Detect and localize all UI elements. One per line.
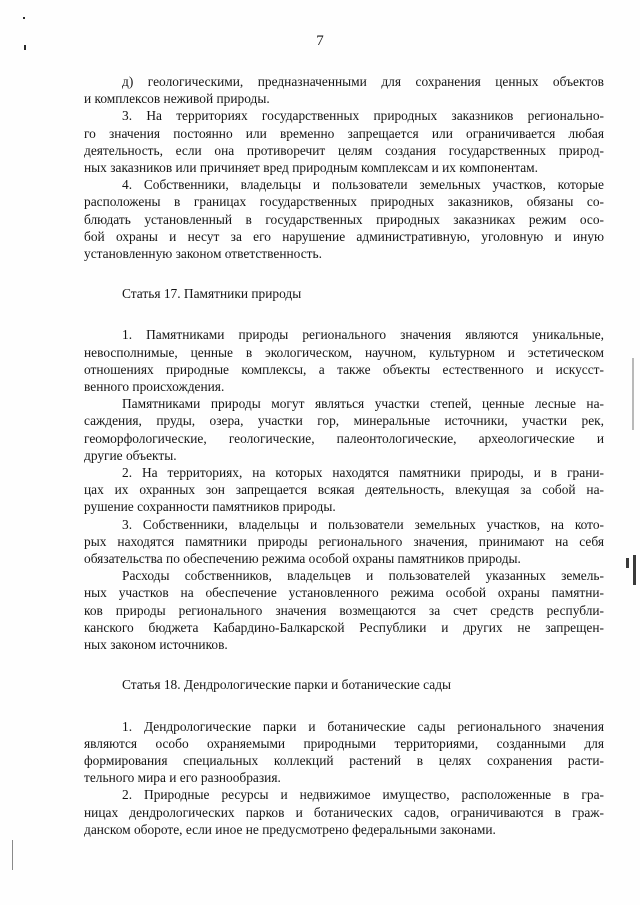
scan-speck xyxy=(23,17,25,19)
paragraph xyxy=(84,73,604,107)
text-line: тельного мира и его разнообразия. xyxy=(84,770,281,786)
text-line: рушение сохранности памятников природы. xyxy=(84,499,336,515)
paragraph xyxy=(84,516,604,568)
text-line: другие объекты. xyxy=(84,447,177,463)
text-line: ницах дендрологических парков и ботанических садов, ограничиваются в граж- xyxy=(84,804,604,820)
text-line: являются особо охраняемыми природными территориями, созданными для xyxy=(84,735,604,751)
scan-edge-mark xyxy=(12,840,13,870)
section-spacer xyxy=(84,653,604,676)
article-heading: Статья 17. Памятники природы xyxy=(122,286,302,302)
paragraph xyxy=(84,176,604,262)
text-line: 1. Памятниками природы регионального значения являются уникальные, xyxy=(122,327,604,343)
text-line: блюдать установленный в государственных природных заказниках режим осо- xyxy=(84,211,604,227)
text-line: ных законом источников. xyxy=(84,637,228,653)
text-line: цах их охранных зон запрещается всякая деятельность, влекущая за собой на- xyxy=(84,482,604,498)
scan-speck xyxy=(24,45,26,50)
text-line: установленную законом ответственность. xyxy=(84,246,322,262)
text-line: рых находятся памятники природы регионального значения, принимают на себя xyxy=(84,533,604,549)
text-line: канского бюджета Кабардино-Балкарской Республики и других не запрещен- xyxy=(84,619,604,635)
text-line: ных участков на обеспечение установленного режима особой охраны памятни- xyxy=(84,585,604,601)
text-line: го значения постоянно или временно запрещается или ограничивается любая xyxy=(84,125,604,141)
text-line: данском обороте, если иное не предусмотрено федеральными законами. xyxy=(84,821,496,837)
text-line: и комплексов неживой природы. xyxy=(84,91,270,107)
scan-edge-mark xyxy=(633,555,636,585)
text-line: деятельность, если она противоречит целям создания государственных природ- xyxy=(84,142,604,158)
text-line: бой охраны и несут за его нарушение административную, уголовную и иную xyxy=(84,228,604,244)
paragraph xyxy=(84,464,604,516)
paragraph xyxy=(84,786,604,838)
section-spacer xyxy=(84,302,604,326)
article-heading: Статья 18. Дендрологические парки и ботанические сады xyxy=(122,677,452,693)
section-spacer xyxy=(84,262,604,285)
text-line: обязательства по обеспечению режима особой охраны памятников природы. xyxy=(84,551,521,567)
document-body xyxy=(84,73,604,838)
text-line: отношениях природные комплексы, а также объекты естественного и искусст- xyxy=(84,361,604,377)
paragraph xyxy=(84,718,604,787)
text-line: 3. На территориях государственных природных заказников регионально- xyxy=(122,108,604,124)
text-line: Памятниками природы могут являться участки степей, ценные лесные на- xyxy=(122,396,604,412)
text-line: 2. На территориях, на которых находятся памятники природы, и в грани- xyxy=(122,465,604,481)
text-line: геоморфологические, геологические, палеонтологические, археологические и xyxy=(84,430,604,446)
text-line: расположены в границах государственных природных заказников, обязаны со- xyxy=(84,194,604,210)
text-line: венного происхождения. xyxy=(84,379,225,395)
section-spacer xyxy=(84,694,604,718)
text-line: д) геологическими, предназначенными для сохранения ценных объектов xyxy=(122,74,604,89)
text-line: 3. Собственники, владельцы и пользователи земельных участков, на кото- xyxy=(122,516,604,532)
scan-edge-mark xyxy=(626,558,629,568)
text-line: 1. Дендрологические парки и ботанические сады регионального значения xyxy=(122,718,604,734)
paragraph xyxy=(84,567,604,653)
page-number: 7 xyxy=(316,33,324,49)
paragraph xyxy=(84,395,604,464)
text-line: ков природы регионального значения возмещаются за счет средств республи- xyxy=(84,602,604,618)
text-line: Расходы собственников, владельцев и пользователей указанных земель- xyxy=(122,568,604,584)
paragraph xyxy=(84,326,604,395)
scan-edge-mark xyxy=(632,358,634,430)
text-line: 2. Природные ресурсы и недвижимое имущество, расположенные в гра- xyxy=(122,787,604,803)
text-line: невосполнимые, ценные в экологическом, научном, культурном и эстетическом xyxy=(84,344,604,360)
paragraph xyxy=(84,107,604,176)
text-line: ных заказников или причиняет вред природным комплексам и их компонентам. xyxy=(84,160,538,176)
text-line: формирования специальных коллекций растений в целях сохранения расти- xyxy=(84,752,604,768)
text-line: саждения, пруды, озера, участки гор, минеральные источники, участки рек, xyxy=(84,413,604,429)
text-line: 4. Собственники, владельцы и пользователи земельных участков, которые xyxy=(122,177,604,193)
